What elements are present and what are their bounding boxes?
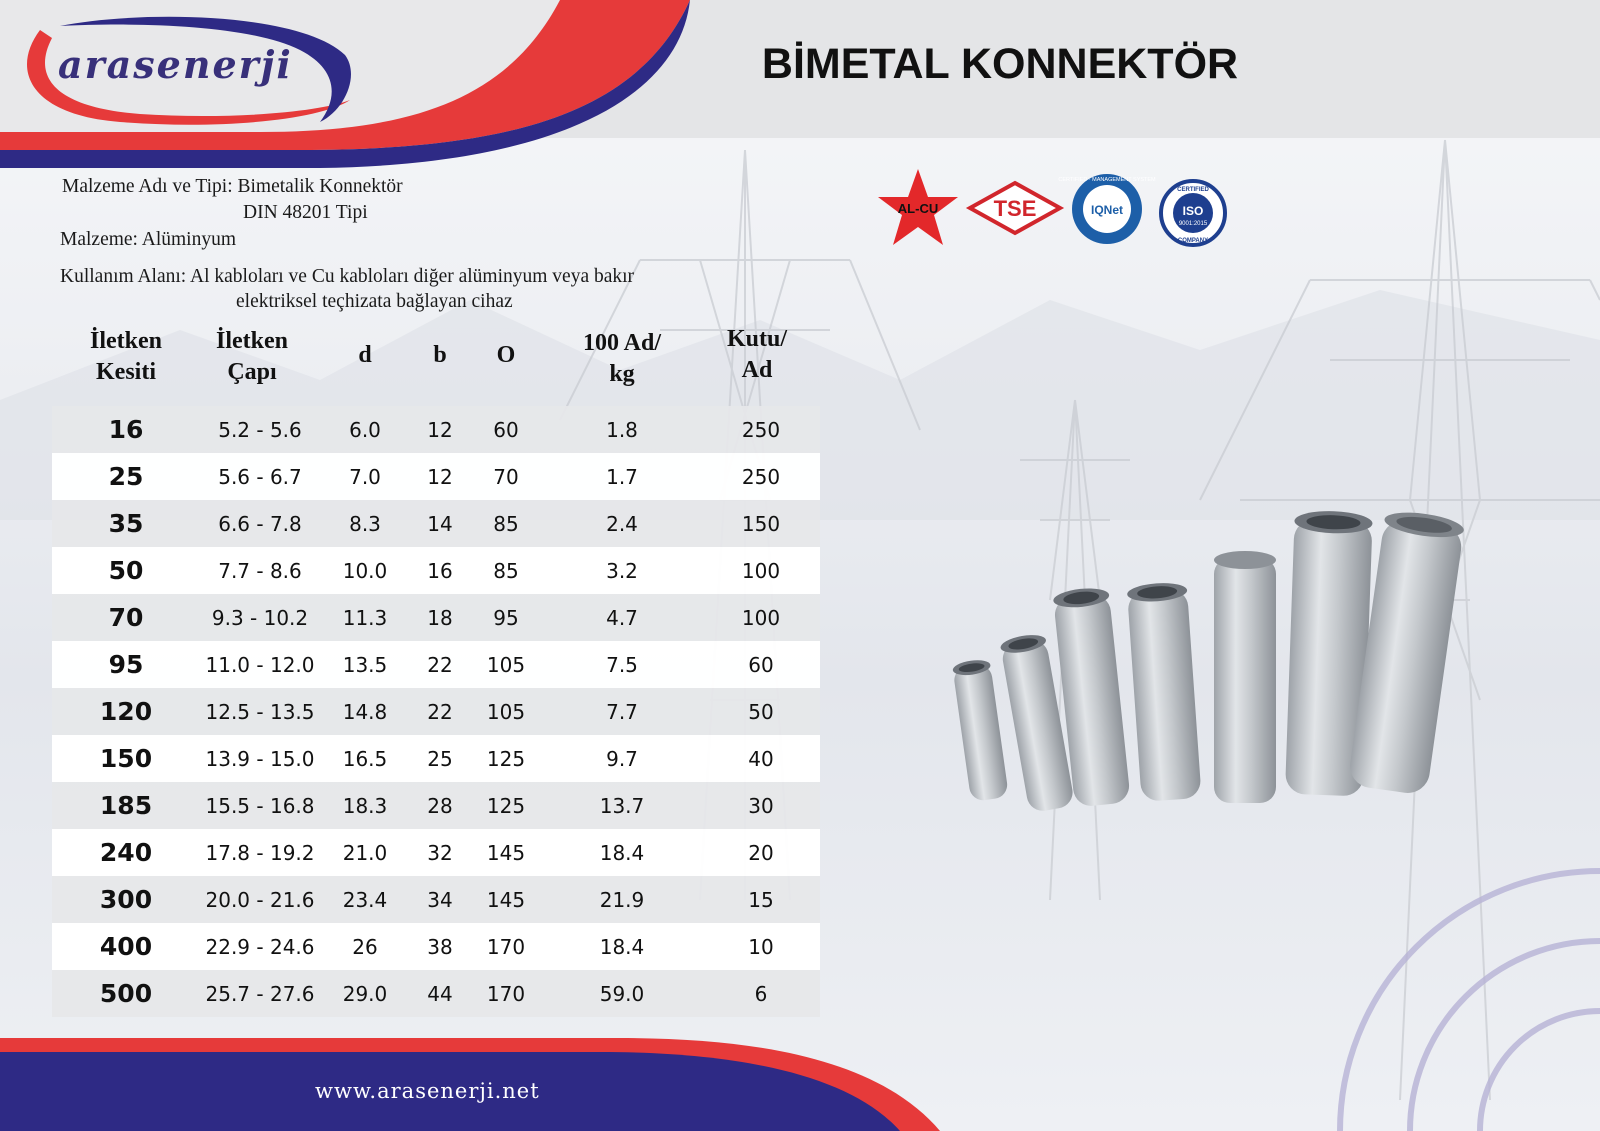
table-cell: 16.5 xyxy=(320,735,410,782)
table-cell: 7.0 xyxy=(320,453,410,500)
svg-text:ISO: ISO xyxy=(1182,204,1204,218)
table-cell: 50 xyxy=(52,547,200,594)
tse-badge xyxy=(970,183,1060,233)
table-cell: 12 xyxy=(410,406,470,453)
table-cell: 7.7 xyxy=(542,688,702,735)
material-type: DIN 48201 Tipi xyxy=(243,202,368,223)
table-cell: 44 xyxy=(410,970,470,1017)
table-cell: 5.6 - 6.7 xyxy=(200,453,320,500)
table-cell: 16 xyxy=(52,406,200,453)
table-cell: 11.3 xyxy=(320,594,410,641)
logo-text: arasenerji xyxy=(58,42,293,87)
table-cell: 14.8 xyxy=(320,688,410,735)
certification-badges xyxy=(870,165,1240,255)
usage-area: Kullanım Alanı: Al kabloları ve Cu kabloları diğer alüminyum veya bakır xyxy=(60,266,635,287)
table-row xyxy=(52,547,820,594)
table-cell: 60 xyxy=(702,641,820,688)
table-cell: 145 xyxy=(470,829,542,876)
table-cell: 1.8 xyxy=(542,406,702,453)
svg-text:IQNet: IQNet xyxy=(1090,203,1124,217)
table-cell: 300 xyxy=(52,876,200,923)
table-cell: 18 xyxy=(410,594,470,641)
table-cell: 9.3 - 10.2 xyxy=(200,594,320,641)
table-cell: 2.4 xyxy=(542,500,702,547)
table-row xyxy=(52,923,820,970)
table-cell: 10 xyxy=(702,923,820,970)
header-o: O xyxy=(496,342,516,368)
table-row xyxy=(52,406,820,453)
svg-text:CERTIFIED · MANAGEMENT SYSTEM: CERTIFIED · MANAGEMENT SYSTEM xyxy=(1058,177,1156,183)
table-cell: 6.0 xyxy=(320,406,410,453)
alcu-star-badge xyxy=(878,169,958,245)
svg-text:AL-CU: AL-CU xyxy=(897,201,939,216)
header-box-qty: Kutu/ Ad xyxy=(726,326,788,383)
table-cell: 85 xyxy=(470,500,542,547)
table-cell: 105 xyxy=(470,688,542,735)
table-row xyxy=(52,970,820,1017)
table-cell: 29.0 xyxy=(320,970,410,1017)
table-cell: 32 xyxy=(410,829,470,876)
table-cell: 16 xyxy=(410,547,470,594)
table-cell: 23.4 xyxy=(320,876,410,923)
usage-area-cont: elektriksel teçhizata bağlayan cihaz xyxy=(236,291,513,312)
table-cell: 26 xyxy=(320,923,410,970)
table-cell: 12.5 - 13.5 xyxy=(200,688,320,735)
table-cell: 85 xyxy=(470,547,542,594)
table-cell: 70 xyxy=(52,594,200,641)
table-cell: 13.9 - 15.0 xyxy=(200,735,320,782)
table-cell: 100 xyxy=(702,594,820,641)
table-cell: 10.0 xyxy=(320,547,410,594)
table-cell: 17.8 - 19.2 xyxy=(200,829,320,876)
table-cell: 15 xyxy=(702,876,820,923)
table-row xyxy=(52,453,820,500)
table-cell: 250 xyxy=(702,406,820,453)
svg-text:TSE: TSE xyxy=(993,196,1037,221)
table-cell: 3.2 xyxy=(542,547,702,594)
table-cell: 170 xyxy=(470,923,542,970)
table-cell: 30 xyxy=(702,782,820,829)
table-cell: 9.7 xyxy=(542,735,702,782)
table-cell: 400 xyxy=(52,923,200,970)
table-cell: 25.7 - 27.6 xyxy=(200,970,320,1017)
table-cell: 60 xyxy=(470,406,542,453)
table-cell: 11.0 - 12.0 xyxy=(200,641,320,688)
table-cell: 125 xyxy=(470,735,542,782)
table-cell: 35 xyxy=(52,500,200,547)
table-cell: 22 xyxy=(410,688,470,735)
table-cell: 95 xyxy=(470,594,542,641)
table-cell: 170 xyxy=(470,970,542,1017)
table-cell: 4.7 xyxy=(542,594,702,641)
table-cell: 20 xyxy=(702,829,820,876)
table-cell: 18.4 xyxy=(542,923,702,970)
table-cell: 34 xyxy=(410,876,470,923)
table-cell: 22 xyxy=(410,641,470,688)
table-cell: 22.9 - 24.6 xyxy=(200,923,320,970)
table-cell: 125 xyxy=(470,782,542,829)
table-row xyxy=(52,829,820,876)
table-row xyxy=(52,735,820,782)
header-b: b xyxy=(433,342,447,368)
table-cell: 13.5 xyxy=(320,641,410,688)
svg-text:9001:2015: 9001:2015 xyxy=(1178,221,1208,227)
table-cell: 500 xyxy=(52,970,200,1017)
table-cell: 25 xyxy=(52,453,200,500)
table-cell: 12 xyxy=(410,453,470,500)
table-cell: 150 xyxy=(702,500,820,547)
spec-table xyxy=(52,406,820,1017)
svg-text:COMPANY: COMPANY xyxy=(1177,238,1209,244)
svg-text:CERTIFIED: CERTIFIED xyxy=(1177,187,1209,193)
table-cell: 59.0 xyxy=(542,970,702,1017)
table-cell: 50 xyxy=(702,688,820,735)
table-cell: 5.2 - 5.6 xyxy=(200,406,320,453)
table-cell: 7.5 xyxy=(542,641,702,688)
header-conductor-section: İletken Kesiti xyxy=(90,328,162,385)
table-cell: 70 xyxy=(470,453,542,500)
table-cell: 150 xyxy=(52,735,200,782)
table-cell: 20.0 - 21.6 xyxy=(200,876,320,923)
table-cell: 95 xyxy=(52,641,200,688)
table-cell: 25 xyxy=(410,735,470,782)
website-link[interactable]: www.arasenerji.net xyxy=(315,1079,540,1103)
table-cell: 21.0 xyxy=(320,829,410,876)
material-name: Malzeme Adı ve Tipi: Bimetalik Konnektör xyxy=(62,176,403,197)
page-title: BİMETAL KONNEKTÖR xyxy=(761,40,1239,88)
table-row xyxy=(52,641,820,688)
header-d: d xyxy=(358,342,372,368)
material: Malzeme: Alüminyum xyxy=(60,229,237,250)
table-cell: 250 xyxy=(702,453,820,500)
iqnet-badge xyxy=(1058,174,1156,244)
table-cell: 14 xyxy=(410,500,470,547)
table-row xyxy=(52,500,820,547)
table-row xyxy=(52,876,820,923)
table-cell: 40 xyxy=(702,735,820,782)
table-cell: 7.7 - 8.6 xyxy=(200,547,320,594)
table-cell: 8.3 xyxy=(320,500,410,547)
table-row xyxy=(52,782,820,829)
table-cell: 1.7 xyxy=(542,453,702,500)
table-cell: 15.5 - 16.8 xyxy=(200,782,320,829)
table-cell: 145 xyxy=(470,876,542,923)
header-weight: 100 Ad/ kg xyxy=(582,330,662,387)
header-conductor-diameter: İletken Çapı xyxy=(216,328,288,385)
table-cell: 185 xyxy=(52,782,200,829)
iso-badge xyxy=(1161,181,1225,245)
table-cell: 105 xyxy=(470,641,542,688)
table-cell: 28 xyxy=(410,782,470,829)
table-cell: 38 xyxy=(410,923,470,970)
table-cell: 100 xyxy=(702,547,820,594)
table-cell: 240 xyxy=(52,829,200,876)
table-cell: 6.6 - 7.8 xyxy=(200,500,320,547)
table-cell: 6 xyxy=(702,970,820,1017)
table-row xyxy=(52,594,820,641)
table-cell: 13.7 xyxy=(542,782,702,829)
table-cell: 120 xyxy=(52,688,200,735)
table-cell: 21.9 xyxy=(542,876,702,923)
table-cell: 18.4 xyxy=(542,829,702,876)
table-row xyxy=(52,688,820,735)
table-cell: 18.3 xyxy=(320,782,410,829)
